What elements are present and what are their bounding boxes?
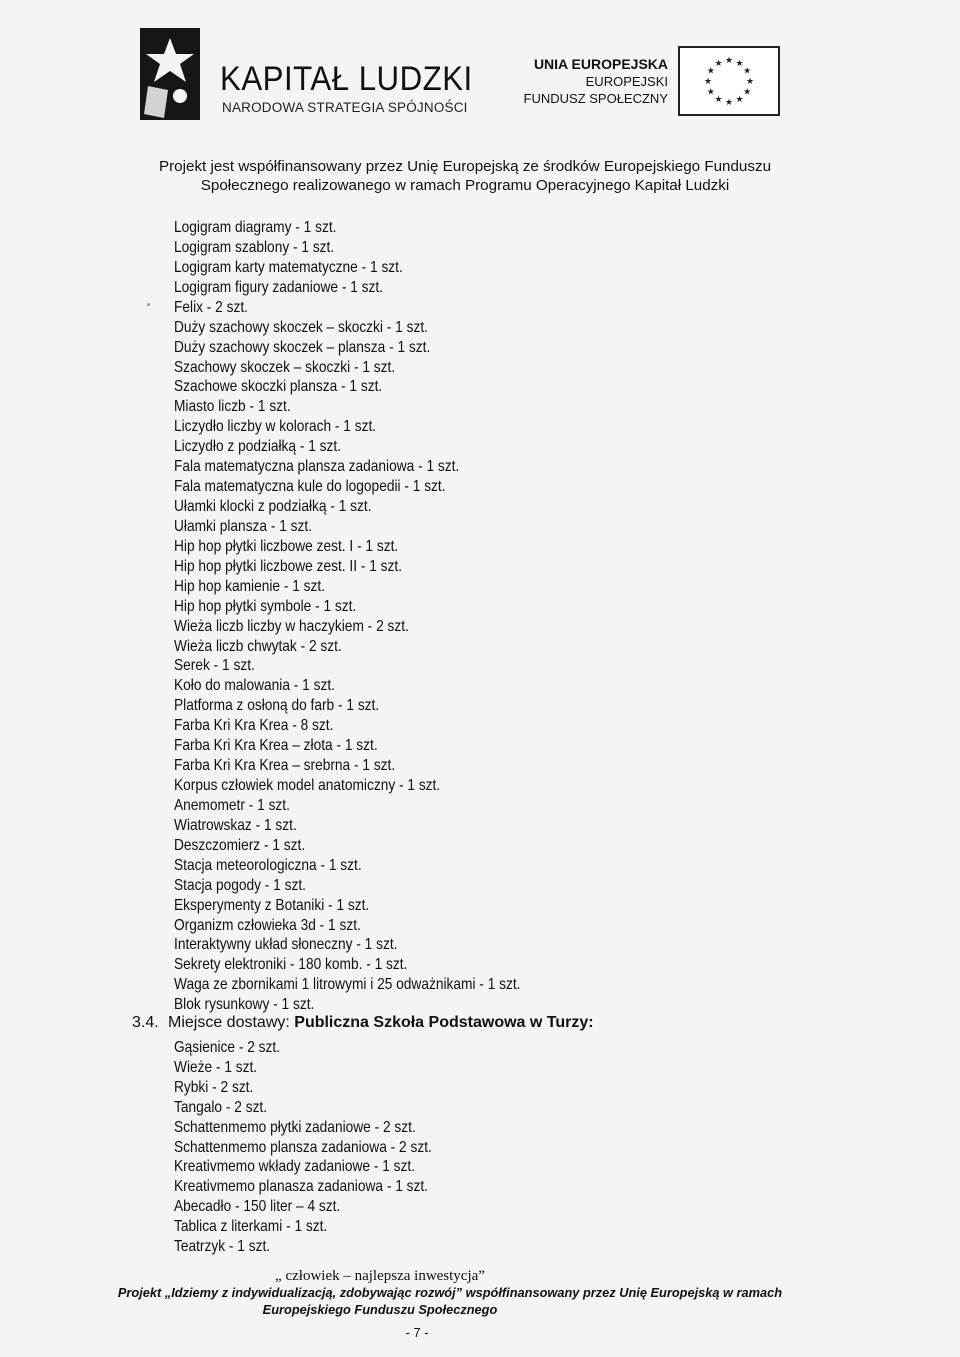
project-info-line1: Projekt jest współfinansowany przez Unię Europejską ze środków Europejskiego Funduszu (158, 158, 772, 175)
list-item: Miasto liczb - 1 szt. (174, 398, 291, 416)
eu-line3: FUNDUSZ SPOŁECZNY (523, 91, 668, 106)
list-item: Logigram diagramy - 1 szt. (174, 219, 337, 236)
list-item: Stacja pogody - 1 szt. (174, 876, 306, 894)
list-item: Schattenmemo plansza zadaniowa - 2 szt. (174, 1138, 432, 1156)
list-item: Tablica z literkami - 1 szt. (174, 1218, 328, 1236)
list-item: Eksperymenty z Botaniki - 1 szt. (174, 896, 370, 914)
eu-star: ★ (714, 94, 723, 105)
list-item: Farba Kri Kra Krea – srebrna - 1 szt. (174, 757, 396, 775)
list-item: Liczydło z podziałką - 1 szt. (174, 438, 342, 456)
list-item: Wieża liczb liczby w haczykiem - 2 szt. (174, 617, 409, 635)
eu-star: ★ (724, 97, 734, 107)
list-item: Hip hop płytki symbole - 1 szt. (174, 597, 357, 615)
eu-text (524, 56, 668, 107)
kapital-ludzki-title: KAPITAŁ LUDZKI (220, 60, 473, 98)
eu-star: ★ (703, 76, 713, 86)
eu-flag-icon (678, 46, 780, 116)
eu-star: ★ (745, 76, 755, 86)
list-item: Wiatrowskaz - 1 szt. (174, 816, 297, 834)
list-item: Hip hop płytki liczbowe zest. II - 1 szt. (174, 557, 403, 575)
list-item: Teatrzyk - 1 szt. (174, 1238, 271, 1255)
project-info-line2: Społecznego realizowanego w ramach Programu Operacyjnego Kapitał Ludzki (200, 177, 730, 194)
stray-mark (147, 303, 150, 306)
list-item: Waga ze zbornikami 1 litrowymi i 25 odważnikami - 1 szt. (174, 976, 521, 994)
page-number: - 7 - (405, 1325, 429, 1340)
list-item: Felix - 2 szt. (174, 298, 248, 316)
section-label: Miejsce dostawy: (168, 1014, 295, 1031)
list-item: Hip hop kamienie - 1 szt. (174, 577, 326, 595)
list-item: Duży szachowy skoczek – skoczki - 1 szt. (174, 318, 428, 336)
list-item: Wieża liczb chwytak - 2 szt. (174, 637, 342, 655)
eu-star: ★ (743, 86, 752, 97)
list-item: Schattenmemo płytki zadaniowe - 2 szt. (174, 1118, 416, 1136)
list-item: Kreativmemo wkłady zadaniowe - 1 szt. (174, 1158, 416, 1176)
kapital-ludzki-logo (140, 28, 473, 123)
list-item: Interaktywny układ słoneczny - 1 szt. (174, 936, 398, 954)
list-item: Rybki - 2 szt. (174, 1078, 254, 1096)
list-item: Platforma z osłoną do farb - 1 szt. (174, 697, 380, 715)
list-item: Anemometr - 1 szt. (174, 796, 290, 814)
eu-line2: EUROPEJSKI (585, 74, 668, 89)
kapital-ludzki-subtitle: NARODOWA STRATEGIA SPÓJNOŚCI (222, 100, 468, 115)
list-item: Farba Kri Kra Krea - 8 szt. (174, 717, 334, 735)
list-item: Koło do malowania - 1 szt. (174, 677, 335, 695)
list-item: Farba Kri Kra Krea – złota - 1 szt. (174, 737, 378, 755)
eu-star: ★ (735, 57, 744, 68)
list-item: Szachowe skoczki plansza - 1 szt. (174, 378, 383, 396)
list-item: Gąsienice - 2 szt. (174, 1039, 281, 1056)
list-item: Abecadło - 150 liter – 4 szt. (174, 1198, 341, 1216)
list-item: Stacja meteorologiczna - 1 szt. (174, 856, 362, 874)
section-place: Publiczna Szkoła Podstawowa w Turzy: (294, 1014, 594, 1031)
list-item: Blok rysunkowy - 1 szt. (174, 996, 315, 1014)
eu-line1: UNIA EUROPEJSKA (533, 56, 668, 72)
list-item: Szachowy skoczek – skoczki - 1 szt. (174, 358, 396, 376)
eu-logo (523, 44, 780, 114)
list-item: Logigram karty matematyczne - 1 szt. (174, 258, 403, 276)
list-item: Kreativmemo planasza zadaniowa - 1 szt. (174, 1178, 428, 1196)
list-item: Wieże - 1 szt. (174, 1058, 258, 1076)
list-item: Fala matematyczna kule do logopedii - 1 szt. (174, 478, 446, 496)
list-item: Duży szachowy skoczek – plansza - 1 szt. (174, 338, 431, 356)
list-item: Fala matematyczna plansza zadaniowa - 1 szt. (174, 458, 460, 476)
delivery-section-heading (132, 1013, 594, 1033)
list-item: Ułamki plansza - 1 szt. (174, 517, 313, 535)
footer-project: Projekt „Idziemy z indywidualizacją, zdobywając rozwój” współfinansowany przez Unię Europejską w ramach (117, 1285, 783, 1300)
list-item: Serek - 1 szt. (174, 657, 255, 675)
eu-star: ★ (743, 65, 752, 76)
list-item: Ułamki klocki z podziałką - 1 szt. (174, 498, 372, 516)
list-item: Deszczomierz - 1 szt. (174, 836, 306, 854)
list-item: Sekrety elektroniki - 180 komb. - 1 szt. (174, 956, 408, 974)
list-item: Hip hop płytki liczbowe zest. I - 1 szt. (174, 537, 399, 555)
list-item: Logigram figury zadaniowe - 1 szt. (174, 278, 383, 296)
eu-star: ★ (714, 57, 723, 68)
list-item: Korpus człowiek model anatomiczny - 1 szt. (174, 777, 441, 795)
list-item: Organizm człowieka 3d - 1 szt. (174, 916, 361, 934)
section-number: 3.4. (132, 1014, 159, 1031)
list-item: Logigram szablony - 1 szt. (174, 238, 335, 256)
footer-slogan: „ człowiek – najlepsza inwestycja” (275, 1268, 485, 1284)
list-item: Tangalo - 2 szt. (174, 1098, 268, 1116)
eu-star: ★ (706, 65, 715, 76)
list-item: Liczydło liczby w kolorach - 1 szt. (174, 418, 377, 436)
eu-star: ★ (724, 55, 734, 65)
eu-star: ★ (735, 94, 744, 105)
kapital-ludzki-emblem-icon (140, 28, 200, 120)
footer-fund: Europejskiego Funduszu Społecznego (262, 1302, 498, 1317)
eu-star: ★ (706, 86, 715, 97)
